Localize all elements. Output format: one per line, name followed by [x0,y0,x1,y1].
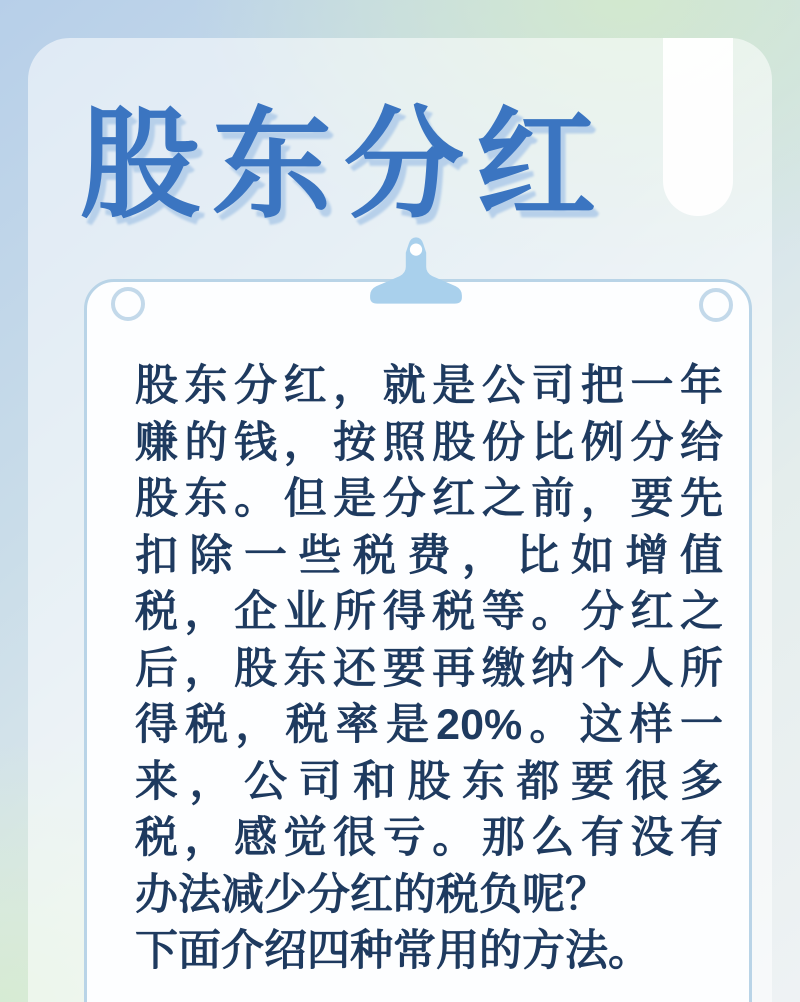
body-text-line: 股东分红，就是公司把一年 [135,362,723,410]
body-text-line: 税，感觉很亏。那么有没有 [135,814,723,862]
body-text-line: 扣除一些税费，比如增值 [135,531,723,580]
body-text-line: 得税，税率是20%。这样一 [135,701,723,749]
body-text-line: 后，股东还要再缴纳个人所 [135,644,723,693]
page-title: 股东分红 [80,98,608,232]
body-text-line: 股东。但是分红之前，要先 [135,475,723,523]
body-text-line: 下面介绍四种常用的方法。 [135,927,651,975]
body-text [135,358,723,980]
body-text-line: 办法减少分红的税负呢？ [135,870,608,919]
body-text-line: 来，公司和股东都要很多 [135,757,723,806]
body-text-line: 税，企业所得税等。分红之 [135,588,723,636]
body-text-line: 赚的钱，按照股份比例分给 [135,418,723,467]
ring-hole-right-icon [699,288,733,322]
binder-clip-icon [365,237,467,305]
ring-hole-left-icon [111,287,145,321]
